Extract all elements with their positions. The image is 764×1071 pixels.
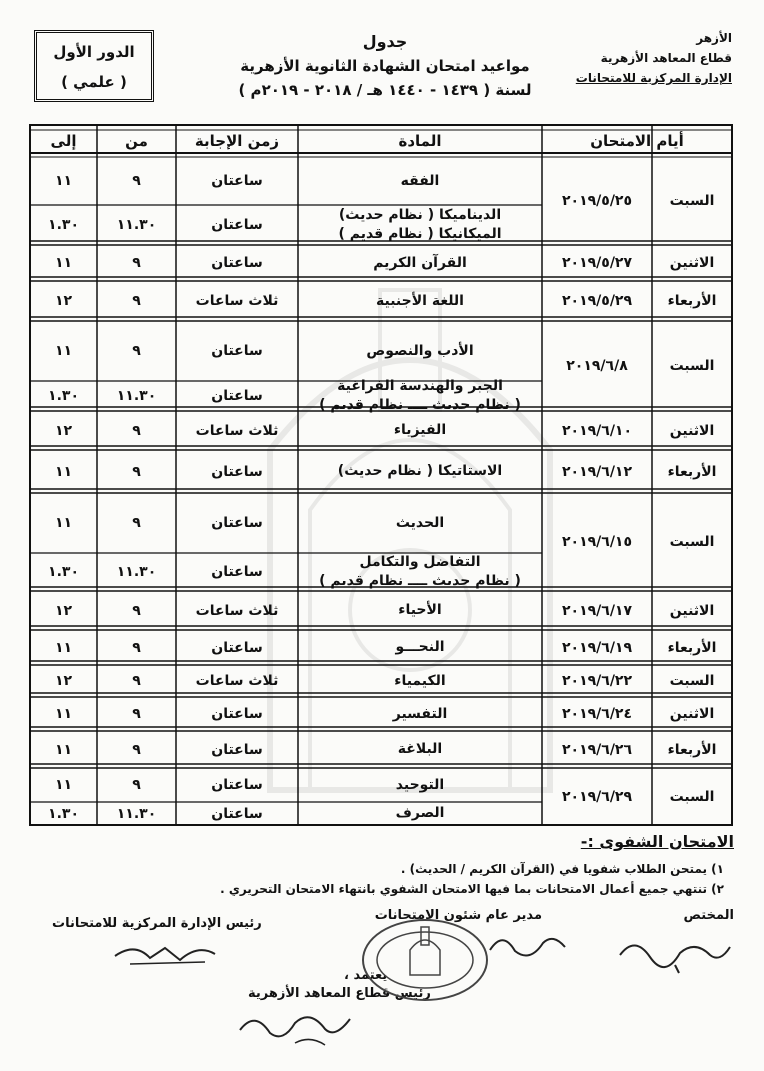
duration-cell: ساعتان: [211, 388, 263, 404]
end-time-cell: ١٢: [54, 422, 73, 439]
subject-line: التفاضل والتكامل: [359, 554, 481, 570]
exam-date-cell: ٢٠١٩/٦/٢٢: [561, 673, 633, 689]
duration-cell: ساعتان: [211, 777, 263, 793]
subject-cell: [298, 245, 542, 281]
start-time-cell: ٩: [132, 255, 141, 271]
round-label: الدور الأول: [53, 43, 135, 61]
start-time-cell: ٩: [132, 741, 141, 758]
col-header-to: إلى: [50, 132, 77, 150]
start-time-cell: ٩: [132, 343, 141, 359]
org-line-exams-admin: الإدارة المركزية للامتحانات: [575, 71, 732, 85]
subject-line: الديناميكا ( نظام حديث): [338, 207, 502, 223]
oral-exam-title: الامتحان الشفوى :-: [580, 832, 734, 851]
subject-line: النحـــو: [395, 639, 445, 655]
subject-line: البلاغة: [397, 741, 443, 757]
sector-head-signature: [235, 1005, 355, 1050]
subject-cell: [298, 665, 542, 697]
duration-cell: ساعتان: [211, 255, 263, 271]
duration-cell: ساعتان: [211, 564, 263, 580]
exam-date-cell: ٢٠١٩/٦/١٢: [561, 463, 633, 480]
start-time-cell: ٩: [132, 706, 141, 722]
col-header-duration: زمن الإجابة: [194, 132, 280, 150]
exam-date-cell: ٢٠١٩/٥/٢٥: [561, 193, 633, 209]
subject-cell: [298, 281, 542, 321]
start-time-cell: ٩: [132, 602, 141, 619]
exam-day-cell: الاثنين: [669, 422, 715, 439]
subject-cell: [298, 205, 542, 245]
org-line-azhar: الأزهر: [696, 31, 732, 45]
branch-label: ( علمي ): [61, 73, 127, 91]
exam-day-cell: الاثنين: [669, 255, 715, 271]
general-manager-signature: [485, 925, 570, 965]
start-time-cell: ٩: [132, 463, 141, 480]
exam-date-cell: ٢٠١٩/٦/٨: [566, 358, 628, 374]
subject-line: الجبر والهندسة الفراغية: [337, 378, 503, 394]
schedule-heading: [200, 30, 570, 102]
subject-cell: [298, 493, 542, 553]
subject-cell: [298, 411, 542, 450]
subject-line: الأحياء: [398, 602, 442, 618]
exam-day-cell: الاثنين: [669, 602, 715, 619]
signatory-central-admin-head: رئيس الإدارة المركزية للامتحانات: [52, 916, 262, 931]
col-header-from: من: [125, 132, 148, 150]
start-time-cell: ٩: [132, 293, 141, 309]
end-time-cell: ١١: [54, 741, 73, 758]
subject-line: الصرف: [395, 805, 445, 821]
exam-date-cell: ٢٠١٩/٥/٢٧: [561, 255, 633, 271]
end-time-cell: ١١: [54, 463, 73, 480]
signatory-specialist: المختص: [683, 908, 734, 923]
exam-day-cell: الأربعاء: [667, 639, 717, 656]
end-time-cell: ١٢: [54, 602, 73, 619]
subject-cell: [298, 378, 542, 413]
start-time-cell: ٩: [132, 515, 141, 531]
start-time-cell: ١١.٣٠: [116, 388, 157, 404]
subject-cell: [298, 321, 542, 381]
subject-cell: [298, 157, 542, 205]
subject-cell: [298, 768, 542, 802]
duration-cell: ثلاث ساعات: [195, 293, 279, 309]
exam-day-cell: الأربعاء: [667, 741, 717, 758]
duration-cell: ساعتان: [211, 515, 263, 531]
duration-cell: ساعتان: [211, 173, 263, 189]
page-title: جدول: [362, 32, 408, 51]
subject-cell: [298, 591, 542, 630]
subject-line: الفيزياء: [393, 422, 447, 438]
signatory-general-manager: مدير عام شئون الامتحانات: [374, 908, 542, 923]
exam-day-cell: السبت: [669, 788, 715, 805]
duration-cell: ساعتان: [211, 639, 263, 656]
subject-cell: [298, 553, 542, 591]
exam-day-cell: السبت: [669, 673, 715, 689]
subject-line: الفقه: [400, 172, 440, 189]
page-subtitle: مواعيد امتحان الشهادة الثانوية الأزهرية: [240, 57, 530, 75]
issuing-authority: [562, 28, 732, 88]
end-time-cell: ١١: [54, 777, 73, 793]
exam-day-cell: الأربعاء: [667, 463, 717, 480]
end-time-cell: ١.٣٠: [48, 388, 79, 404]
subject-line: ( نظام حديث ــــ نظام قديم ): [319, 573, 521, 589]
exam-day-cell: السبت: [669, 358, 715, 374]
subject-cell: [298, 450, 542, 493]
start-time-cell: ١١.٣٠: [116, 217, 157, 233]
duration-cell: ثلاث ساعات: [195, 673, 279, 689]
subject-line: الكيمياء: [394, 672, 446, 689]
approval-title: رئيس قطاع المعاهد الأزهرية: [248, 986, 431, 1001]
start-time-cell: ٩: [132, 639, 141, 656]
start-time-cell: ١١.٣٠: [116, 805, 157, 822]
oral-exam-note-2: ٢) تنتهي جميع أعمال الامتحانات بما فيها الامتحان الشفوي بانتهاء الامتحان التحريري .: [220, 882, 724, 896]
end-time-cell: ١٢: [54, 293, 73, 309]
org-line-sector: قطاع المعاهد الأزهرية: [600, 51, 732, 65]
exam-date-cell: ٢٠١٩/٦/١٥: [561, 534, 633, 550]
subject-line: القرآن الكريم: [373, 254, 467, 271]
official-stamp: [355, 905, 495, 1005]
exam-date-cell: ٢٠١٩/٦/١٩: [561, 639, 633, 656]
subject-line: ( نظام حديث ــــ نظام قديم ): [319, 397, 521, 413]
duration-cell: ساعتان: [211, 706, 263, 722]
subject-line: التفسير: [392, 705, 448, 722]
duration-cell: ساعتان: [211, 805, 263, 822]
exam-date-cell: ٢٠١٩/٦/٢٦: [561, 741, 633, 758]
duration-cell: ساعتان: [211, 463, 263, 480]
exam-date-cell: ٢٠١٩/٦/١٠: [561, 422, 633, 439]
duration-cell: ثلاث ساعات: [195, 422, 279, 439]
end-time-cell: ١.٣٠: [48, 217, 79, 233]
start-time-cell: ١١.٣٠: [116, 564, 157, 580]
specialist-signature: [615, 925, 735, 975]
start-time-cell: ٩: [132, 673, 141, 689]
duration-cell: ساعتان: [211, 217, 263, 233]
exam-day-cell: الاثنين: [669, 706, 715, 722]
subject-cell: [298, 731, 542, 768]
col-header-subject: المادة: [398, 132, 442, 150]
round-box: [34, 30, 154, 102]
end-time-cell: ١١: [54, 255, 73, 271]
exam-date-cell: ٢٠١٩/٥/٢٩: [561, 293, 633, 309]
end-time-cell: ١١: [54, 639, 73, 656]
exam-day-cell: السبت: [669, 534, 715, 550]
start-time-cell: ٩: [132, 173, 141, 189]
subject-cell: [298, 630, 542, 665]
end-time-cell: ١.٣٠: [48, 805, 79, 822]
subject-line: التوحيد: [395, 776, 445, 793]
end-time-cell: ١١: [54, 515, 73, 531]
duration-cell: ساعتان: [211, 343, 263, 359]
exam-date-cell: ٢٠١٩/٦/٢٤: [561, 706, 633, 722]
start-time-cell: ٩: [132, 777, 141, 793]
approval-label: يعتمد ،: [344, 968, 388, 983]
subject-line: الحديث: [395, 514, 445, 531]
subject-cell: [298, 697, 542, 731]
subject-line: اللغة الأجنبية: [376, 292, 464, 309]
end-time-cell: ١١: [54, 343, 73, 359]
col-header-exam-days: أيام الامتحان: [590, 132, 684, 150]
start-time-cell: ٩: [132, 422, 141, 439]
end-time-cell: ١١: [54, 706, 73, 722]
subject-line: الاستاتيكا ( نظام حديث): [337, 463, 503, 479]
end-time-cell: ١.٣٠: [48, 564, 79, 580]
subject-line: الميكانيكا ( نظام قديم ): [338, 226, 502, 242]
oral-exam-note-1: ١) يمتحن الطلاب شفويا في (القرآن الكريم / الحديث) .: [400, 862, 724, 876]
exam-date-cell: ٢٠١٩/٦/١٧: [561, 602, 633, 619]
exam-day-cell: الأربعاء: [667, 293, 717, 309]
central-admin-head-signature: [110, 938, 220, 970]
duration-cell: ساعتان: [211, 741, 263, 758]
academic-year: لسنة ( ١٤٣٩ - ١٤٤٠ هـ / ٢٠١٨ - ٢٠١٩م ): [238, 81, 532, 99]
subject-line: الأدب والنصوص: [366, 342, 474, 359]
end-time-cell: ١١: [54, 173, 73, 189]
end-time-cell: ١٢: [54, 673, 73, 689]
duration-cell: ثلاث ساعات: [195, 602, 279, 619]
exam-day-cell: السبت: [669, 193, 715, 209]
exam-date-cell: ٢٠١٩/٦/٢٩: [561, 788, 633, 805]
subject-cell: [298, 802, 542, 825]
